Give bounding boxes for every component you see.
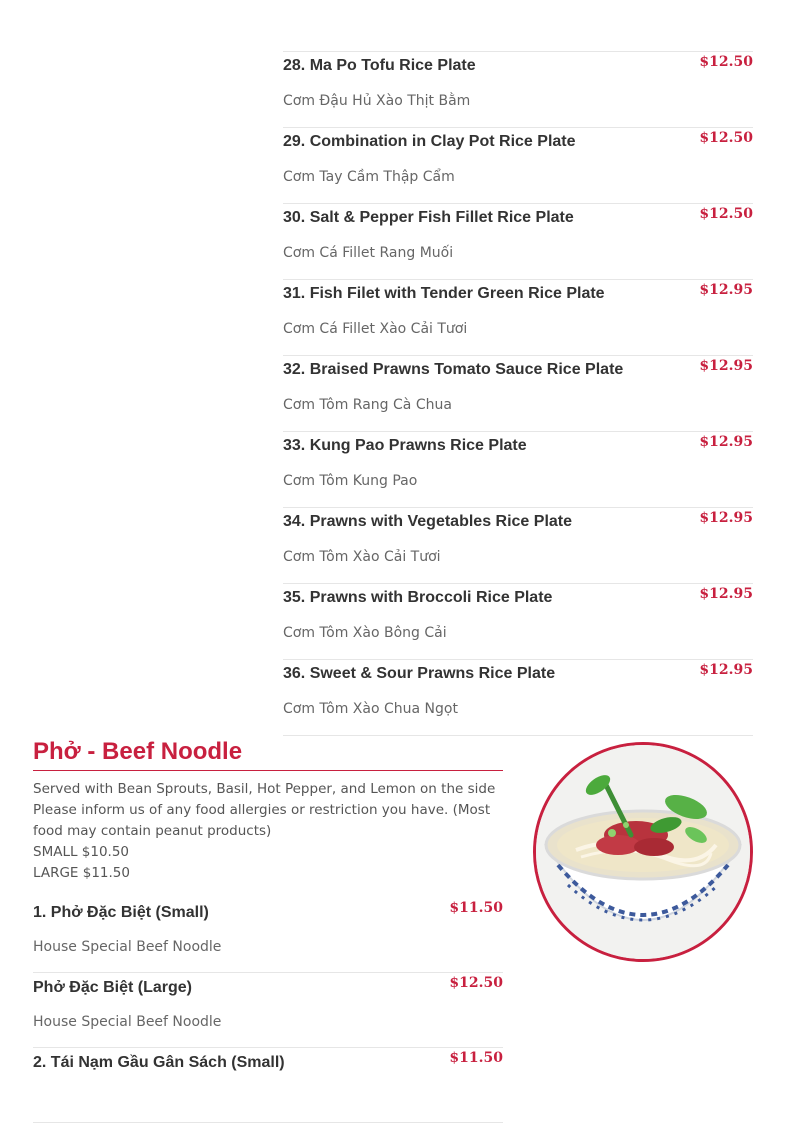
menu-item-name: Phở Đặc Biệt (Large)	[33, 979, 192, 996]
menu-item-price: $12.50	[699, 130, 753, 146]
pho-section	[33, 738, 503, 1123]
menu-item[interactable]	[283, 204, 753, 280]
menu-item-description: Cơm Tôm Xào Cải Tươi	[283, 549, 441, 565]
menu-item-name: 33. Kung Pao Prawns Rice Plate	[283, 437, 527, 454]
menu-item-price: $11.50	[449, 1050, 503, 1066]
menu-item[interactable]	[283, 356, 753, 432]
menu-item-name: 2. Tái Nạm Gầu Gân Sách (Small)	[33, 1054, 285, 1071]
menu-item-name: 28. Ma Po Tofu Rice Plate	[283, 57, 476, 74]
menu-item[interactable]	[283, 52, 753, 128]
menu-item[interactable]	[33, 973, 503, 1048]
intro-line: Served with Bean Sprouts, Basil, Hot Pepper, and Lemon on the side	[33, 781, 496, 797]
menu-item-description: Cơm Cá Fillet Xào Cải Tươi	[283, 321, 468, 337]
menu-item-description: House Special Beef Noodle	[33, 1014, 222, 1030]
intro-line: LARGE $11.50	[33, 865, 130, 881]
menu-item-name: 1. Phở Đặc Biệt (Small)	[33, 904, 209, 921]
menu-item-description: Cơm Tôm Rang Cà Chua	[283, 397, 452, 413]
menu-item[interactable]	[283, 280, 753, 356]
menu-item[interactable]	[283, 584, 753, 660]
intro-line: SMALL $10.50	[33, 844, 130, 860]
menu-item-name: 31. Fish Filet with Tender Green Rice Plate	[283, 285, 605, 302]
menu-item-name: 32. Braised Prawns Tomato Sauce Rice Plate	[283, 361, 624, 378]
pho-bowl-image	[533, 742, 753, 962]
menu-item-description: Cơm Đậu Hủ Xào Thịt Bằm	[283, 93, 471, 109]
menu-item-price: $12.95	[699, 434, 753, 450]
menu-item-name: 30. Salt & Pepper Fish Fillet Rice Plate	[283, 209, 574, 226]
menu-item[interactable]	[283, 432, 753, 508]
menu-item-price: $12.50	[449, 975, 503, 991]
pho-bowl-illustration	[536, 745, 750, 959]
menu-item-name: 36. Sweet & Sour Prawns Rice Plate	[283, 665, 556, 682]
section-intro	[33, 779, 503, 884]
menu-item[interactable]	[283, 660, 753, 736]
menu-item-price: $11.50	[449, 900, 503, 916]
menu-item-description: Cơm Tay Cầm Thập Cẩm	[283, 169, 455, 185]
menu-item-price: $12.95	[699, 358, 753, 374]
menu-item-description: Cơm Cá Fillet Rang Muối	[283, 245, 454, 261]
menu-item-price: $12.95	[699, 282, 753, 298]
section-title: Phở - Beef Noodle	[33, 738, 503, 771]
menu-item[interactable]	[283, 508, 753, 584]
rice-plate-list	[283, 0, 753, 736]
menu-item-price: $12.95	[699, 662, 753, 678]
menu-item-price: $12.50	[699, 54, 753, 70]
menu-item-name: 29. Combination in Clay Pot Rice Plate	[283, 133, 576, 150]
menu-item-description: Cơm Tôm Xào Bông Cải	[283, 625, 447, 641]
menu-item[interactable]	[33, 898, 503, 973]
menu-item-name: 35. Prawns with Broccoli Rice Plate	[283, 589, 553, 606]
menu-item-description: Cơm Tôm Xào Chua Ngọt	[283, 701, 458, 717]
menu-item-name: 34. Prawns with Vegetables Rice Plate	[283, 513, 573, 530]
pho-item-list	[33, 898, 503, 1123]
menu-item-price: $12.50	[699, 206, 753, 222]
menu-item[interactable]	[283, 0, 753, 52]
intro-line: Please inform us of any food allergies or restriction you have. (Most food may contain peanut products)	[33, 802, 491, 839]
menu-item[interactable]	[283, 128, 753, 204]
menu-item-description: Cơm Tôm Kung Pao	[283, 473, 418, 489]
menu-item-price: $12.95	[699, 586, 753, 602]
menu-item-price: $12.95	[699, 510, 753, 526]
menu-item-description: House Special Beef Noodle	[33, 939, 222, 955]
